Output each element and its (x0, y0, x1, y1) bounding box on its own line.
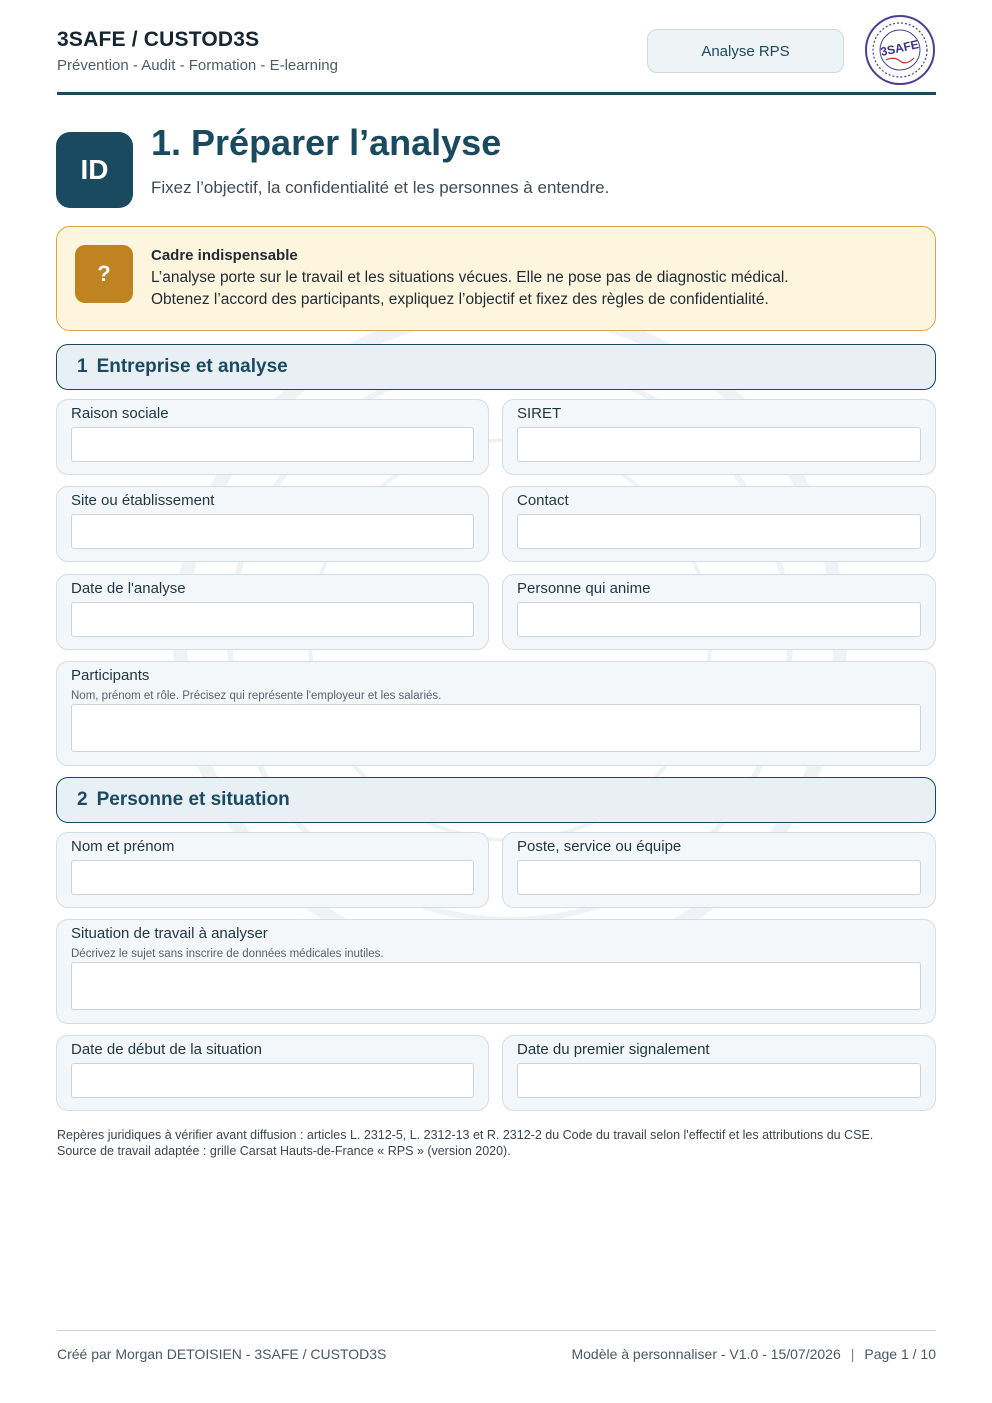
footer-separator: | (850, 1346, 855, 1362)
date-signalement-input[interactable] (517, 1063, 921, 1098)
participants-input[interactable] (71, 704, 921, 752)
footer-author: Créé par Morgan DETOISIEN - 3SAFE / CUSTOD3S (57, 1346, 387, 1362)
field-siret (502, 399, 936, 475)
logo-text: 3SAFE (879, 37, 920, 59)
field-label: Nom et prénom (71, 838, 175, 855)
field-label: Date de l'analyse (71, 580, 186, 597)
section-number: 1 (77, 356, 88, 377)
document-type-badge (647, 29, 844, 73)
nom-input[interactable] (71, 860, 474, 895)
field-label: Raison sociale (71, 405, 169, 422)
field-situation (56, 919, 936, 1024)
question-icon (75, 245, 133, 303)
field-poste (502, 832, 936, 908)
field-animateur (502, 574, 936, 650)
field-date-analyse (56, 574, 489, 650)
page-subtitle: Fixez l’objectif, la confidentialité et les personnes à entendre. (151, 178, 610, 197)
field-raison-sociale (56, 399, 489, 475)
field-nom (56, 832, 489, 908)
footer-meta (571, 1346, 936, 1362)
question-icon-glyph: ? (97, 261, 111, 286)
animateur-input[interactable] (517, 602, 921, 637)
footer-page-number: Page 1 / 10 (864, 1346, 936, 1362)
notice-heading: Cadre indispensable (151, 247, 298, 264)
site-input[interactable] (71, 514, 474, 549)
field-contact (502, 486, 936, 562)
field-label: Poste, service ou équipe (517, 838, 682, 855)
legal-note: Repères juridiques à vérifier avant diffusion : articles L. 2312-5, L. 2312-13 et R. 2312-2 du Code du travail selon l'effectif et les attributions du CSE. (57, 1128, 874, 1142)
field-label: Personne qui anime (517, 580, 651, 597)
field-label: Date du premier signalement (517, 1041, 710, 1058)
field-date-signalement (502, 1035, 936, 1111)
siret-input[interactable] (517, 427, 921, 462)
date-analyse-input[interactable] (71, 602, 474, 637)
confidentiality-notice (56, 226, 936, 331)
contact-input[interactable] (517, 514, 921, 549)
brand-title: 3SAFE / CUSTOD3S (57, 28, 260, 51)
document-type-label: Analyse RPS (701, 42, 790, 60)
notice-line-1: L’analyse porte sur le travail et les situations vécues. Elle ne pose pas de diagnostic médical. (151, 269, 789, 286)
field-date-debut (56, 1035, 489, 1111)
section-header-entreprise (56, 344, 936, 390)
section-header-personne (56, 777, 936, 823)
date-debut-input[interactable] (71, 1063, 474, 1098)
field-label: SIRET (517, 405, 562, 422)
page-title: 1. Préparer l’analyse (151, 122, 502, 163)
field-label: Site ou établissement (71, 492, 215, 509)
field-label: Date de début de la situation (71, 1041, 262, 1058)
field-label: Situation de travail à analyser (71, 925, 268, 942)
notice-line-2: Obtenez l’accord des participants, expliquez l’objectif et fixez des règles de confidentialité. (151, 291, 769, 308)
section-number: 2 (77, 789, 88, 810)
brand-tagline: Prévention - Audit - Formation - E-learning (57, 57, 338, 74)
company-seal-logo (864, 14, 936, 86)
field-label: Participants (71, 667, 150, 684)
field-label: Contact (517, 492, 569, 509)
footer-divider (57, 1330, 936, 1331)
section-title: Entreprise et analyse (96, 356, 288, 377)
poste-input[interactable] (517, 860, 921, 895)
section-id-text: ID (80, 154, 109, 185)
header-divider (57, 92, 936, 95)
source-note: Source de travail adaptée : grille Carsat Hauts-de-France « RPS » (version 2020). (57, 1144, 511, 1158)
raison-sociale-input[interactable] (71, 427, 474, 462)
field-hint: Décrivez le sujet sans inscrire de données médicales inutiles. (71, 948, 384, 960)
field-hint: Nom, prénom et rôle. Précisez qui représente l'employeur et les salariés. (71, 690, 442, 702)
footer-version: Modèle à personnaliser - V1.0 - 15/07/2026 (571, 1346, 841, 1362)
section-id-badge (56, 132, 133, 208)
situation-input[interactable] (71, 962, 921, 1010)
field-participants (56, 661, 936, 766)
field-site (56, 486, 489, 562)
section-title: Personne et situation (96, 789, 290, 810)
